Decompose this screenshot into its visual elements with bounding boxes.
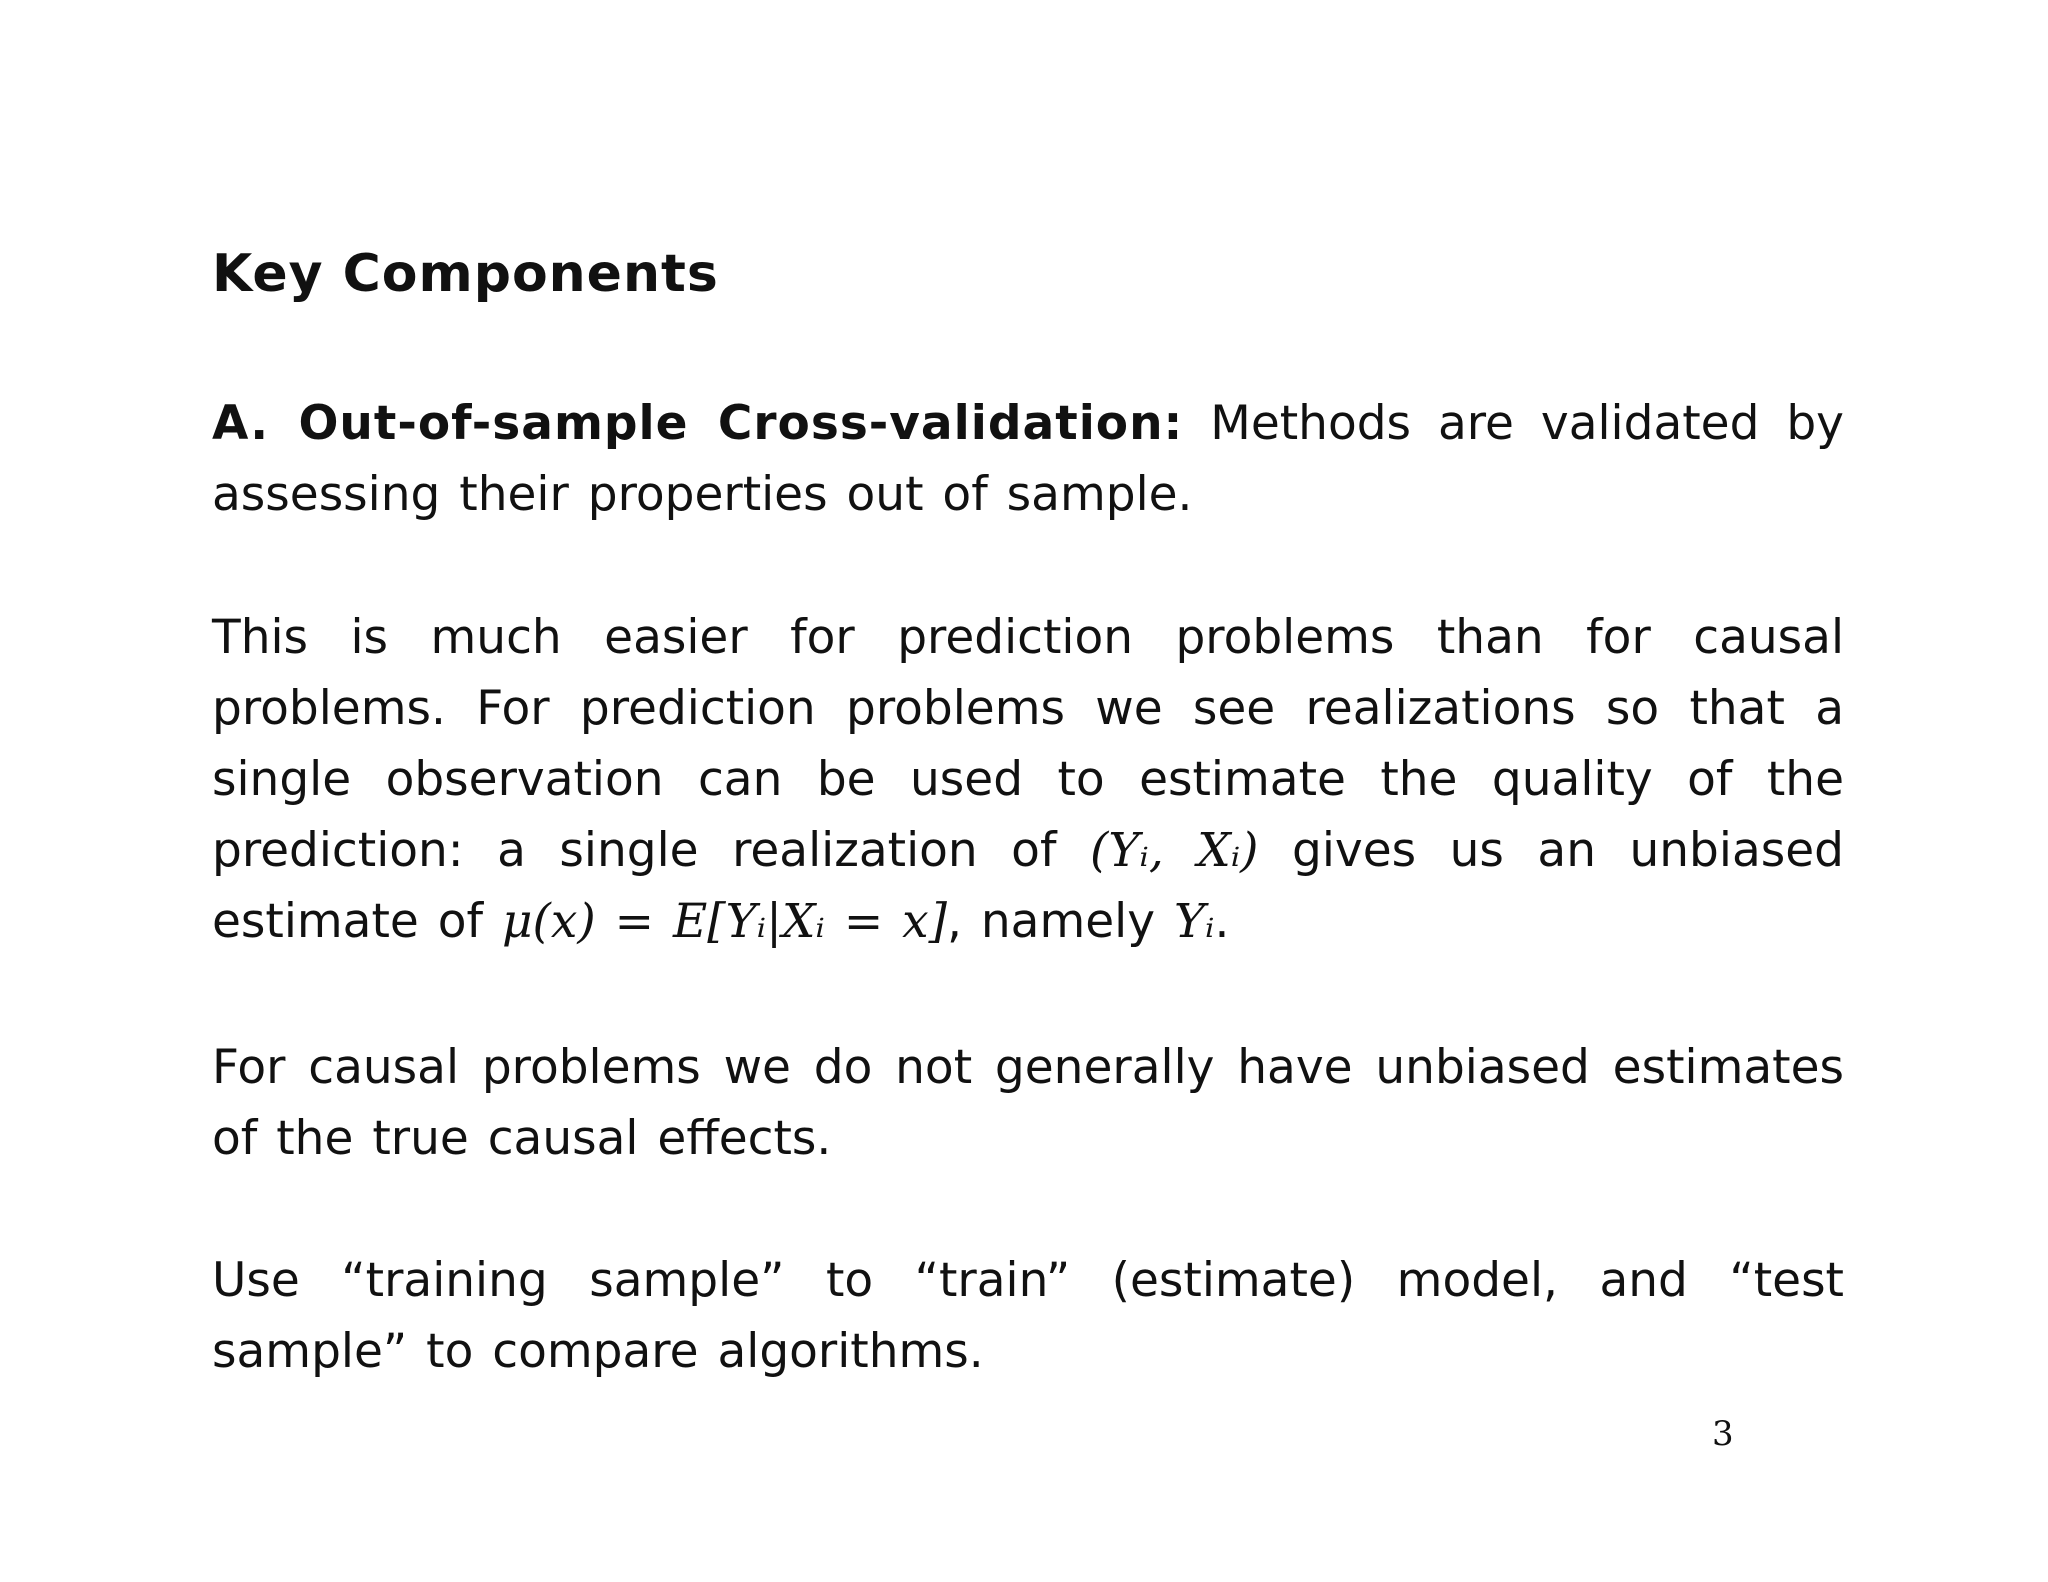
math-expression-3: Yᵢ [1173,894,1215,949]
paragraph-text-4: . [1214,894,1230,949]
math-expression-2: μ(x) = E[Yᵢ|Xᵢ = x] [502,894,947,949]
paragraph-text-3: , namely [946,894,1156,949]
page-number: 3 [1712,1414,1734,1454]
paragraph-causal: For causal problems we do not generally have unbiased estimates of the true causal effects. [212,1040,1844,1166]
paragraph-training-test: Use “training sample” to “train” (estimate) model, and “test sample” to compare algorithms. [212,1253,1844,1379]
paragraph-text-1: This is much easier for prediction problems than for causal problems. For prediction problems we see realizations so that a single observation can be used to estimate the quality of the prediction: a single realization of [212,610,1844,878]
paragraph-text: Methods are validated by assessing their properties out of sample. [212,396,1844,522]
paragraph-lead: A. Out-of-sample Cross-validation: [212,396,1184,451]
math-expression-1: (Yᵢ, Xᵢ) [1090,823,1259,878]
paragraph-cross-validation [212,388,1844,530]
slide-title: Key Components [212,244,719,304]
paragraph-text-2: gives us an unbiased estimate of [212,823,1844,949]
paragraph-prediction [212,602,1844,957]
